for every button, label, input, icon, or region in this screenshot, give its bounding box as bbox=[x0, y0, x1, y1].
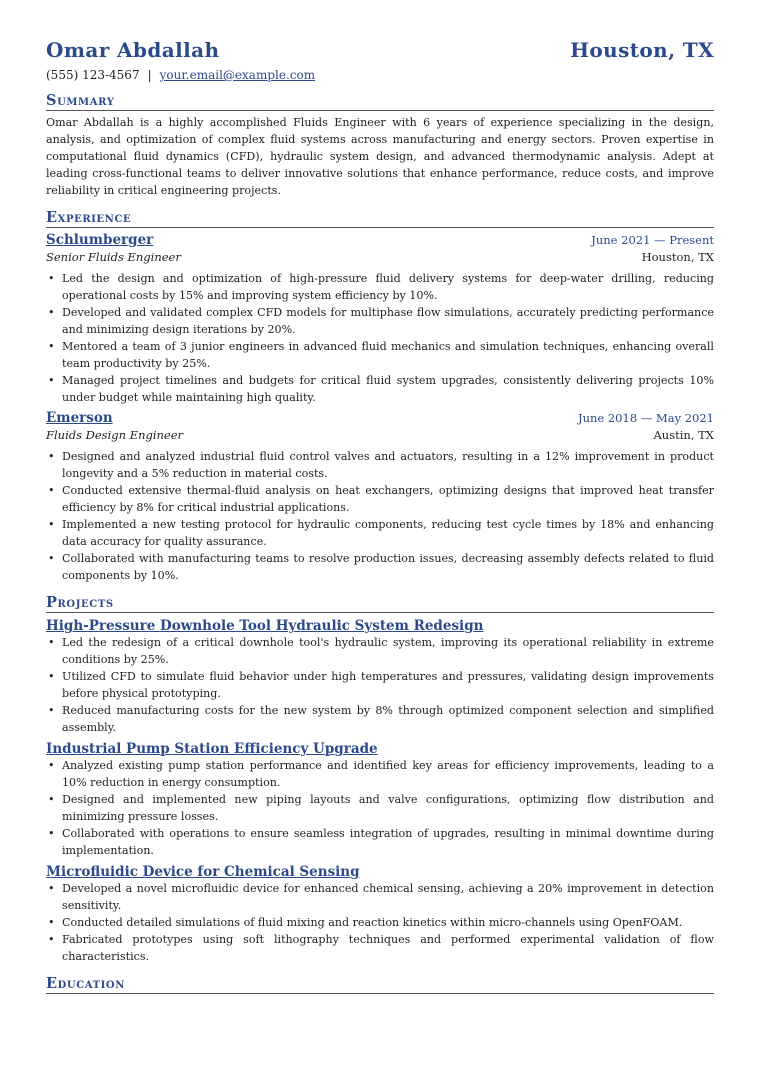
email-link[interactable]: your.email@example.com bbox=[159, 68, 316, 82]
resume-header bbox=[46, 38, 714, 62]
project-bullets bbox=[46, 880, 714, 965]
project-title-link[interactable]: High-Pressure Downhole Tool Hydraulic System Redesign bbox=[46, 618, 484, 634]
project-entry bbox=[46, 741, 714, 859]
job-title: Fluids Design Engineer bbox=[46, 428, 184, 442]
project-entry bbox=[46, 618, 714, 736]
job-location: Houston, TX bbox=[641, 250, 714, 264]
bullet-item: • Conducted extensive thermal-fluid analysis on heat exchangers, optimizing designs that improved heat transfer efficiency by 8% for critical industrial applications. bbox=[62, 482, 714, 516]
company-name-link[interactable]: Schlumberger bbox=[46, 232, 154, 248]
contact-separator: | bbox=[147, 68, 152, 82]
bullet-item: • Utilized CFD to simulate fluid behavior under high temperatures and pressures, validating design improvements before physical prototyping. bbox=[62, 668, 714, 702]
experience-entry bbox=[46, 410, 714, 584]
projects-heading: Projects bbox=[46, 594, 714, 613]
bullet-item: • Designed and analyzed industrial fluid control valves and actuators, resulting in a 12% improvement in product longevity and a 5% reduction in material costs. bbox=[62, 448, 714, 482]
bullet-item: • Designed and implemented new piping layouts and valve configurations, optimizing flow distribution and minimizing pressure losses. bbox=[62, 791, 714, 825]
project-bullets bbox=[46, 757, 714, 859]
project-bullets bbox=[46, 634, 714, 736]
bullet-item: • Implemented a new testing protocol for hydraulic components, reducing test cycle times by 18% and enhancing data accuracy for quality assurance. bbox=[62, 516, 714, 550]
job-location: Austin, TX bbox=[653, 428, 714, 442]
bullet-item: • Developed a novel microfluidic device for enhanced chemical sensing, achieving a 20% improvement in detection sensitivity. bbox=[62, 880, 714, 914]
bullet-item: • Developed and validated complex CFD models for multiphase flow simulations, accurately predicting performance and minimizing design iterations by 20%. bbox=[62, 304, 714, 338]
phone-number: (555) 123-4567 bbox=[46, 68, 140, 82]
education-heading: Education bbox=[46, 975, 714, 994]
bullet-item: • Analyzed existing pump station performance and identified key areas for efficiency improvements, leading to a 10% reduction in energy consumption. bbox=[62, 757, 714, 791]
candidate-name: Omar Abdallah bbox=[46, 38, 220, 62]
candidate-location: Houston, TX bbox=[570, 38, 714, 62]
summary-text: Omar Abdallah is a highly accomplished Fluids Engineer with 6 years of experience specializing in the design, analysis, and optimization of complex fluid systems across manufacturing and energy sectors. Proven expertise in computational fluid dynamics (CFD), hydraulic system design, and advanced thermodynamic analysis. Adept at leading cross-functional teams to deliver innovative solutions that enhance performance, reduce costs, and improve reliability in critical engineering projects. bbox=[46, 116, 714, 197]
company-name-link[interactable]: Emerson bbox=[46, 410, 113, 426]
project-entry bbox=[46, 864, 714, 965]
experience-heading: Experience bbox=[46, 209, 714, 228]
summary-heading: Summary bbox=[46, 92, 714, 111]
bullet-item: • Collaborated with manufacturing teams to resolve production issues, decreasing assembly defects related to fluid components by 10%. bbox=[62, 550, 714, 584]
bullet-item: • Fabricated prototypes using soft lithography techniques and performed experimental validation of flow characteristics. bbox=[62, 931, 714, 965]
job-bullets bbox=[46, 448, 714, 584]
bullet-item: • Led the redesign of a critical downhole tool's hydraulic system, improving its operational reliability in extreme conditions by 25%. bbox=[62, 634, 714, 668]
project-title-link[interactable]: Industrial Pump Station Efficiency Upgrade bbox=[46, 741, 378, 757]
bullet-item: • Led the design and optimization of high-pressure fluid delivery systems for deep-water drilling, reducing operational costs by 15% and improving system efficiency by 10%. bbox=[62, 270, 714, 304]
project-title-link[interactable]: Microfluidic Device for Chemical Sensing bbox=[46, 864, 360, 880]
job-dates: June 2018 — May 2021 bbox=[577, 411, 714, 425]
job-dates: June 2021 — Present bbox=[591, 233, 714, 247]
experience-entry bbox=[46, 232, 714, 406]
bullet-item: • Reduced manufacturing costs for the new system by 8% through optimized component selection and simplified assembly. bbox=[62, 702, 714, 736]
job-bullets bbox=[46, 270, 714, 406]
job-title: Senior Fluids Engineer bbox=[46, 250, 181, 264]
bullet-item: • Conducted detailed simulations of fluid mixing and reaction kinetics within micro-channels using OpenFOAM. bbox=[62, 914, 714, 931]
contact-line bbox=[46, 68, 714, 82]
bullet-item: • Mentored a team of 3 junior engineers in advanced fluid mechanics and simulation techniques, enhancing overall team productivity by 25%. bbox=[62, 338, 714, 372]
bullet-item: • Collaborated with operations to ensure seamless integration of upgrades, resulting in minimal downtime during implementation. bbox=[62, 825, 714, 859]
bullet-item: • Managed project timelines and budgets for critical fluid system upgrades, consistently delivering projects 10% under budget while maintaining high quality. bbox=[62, 372, 714, 406]
